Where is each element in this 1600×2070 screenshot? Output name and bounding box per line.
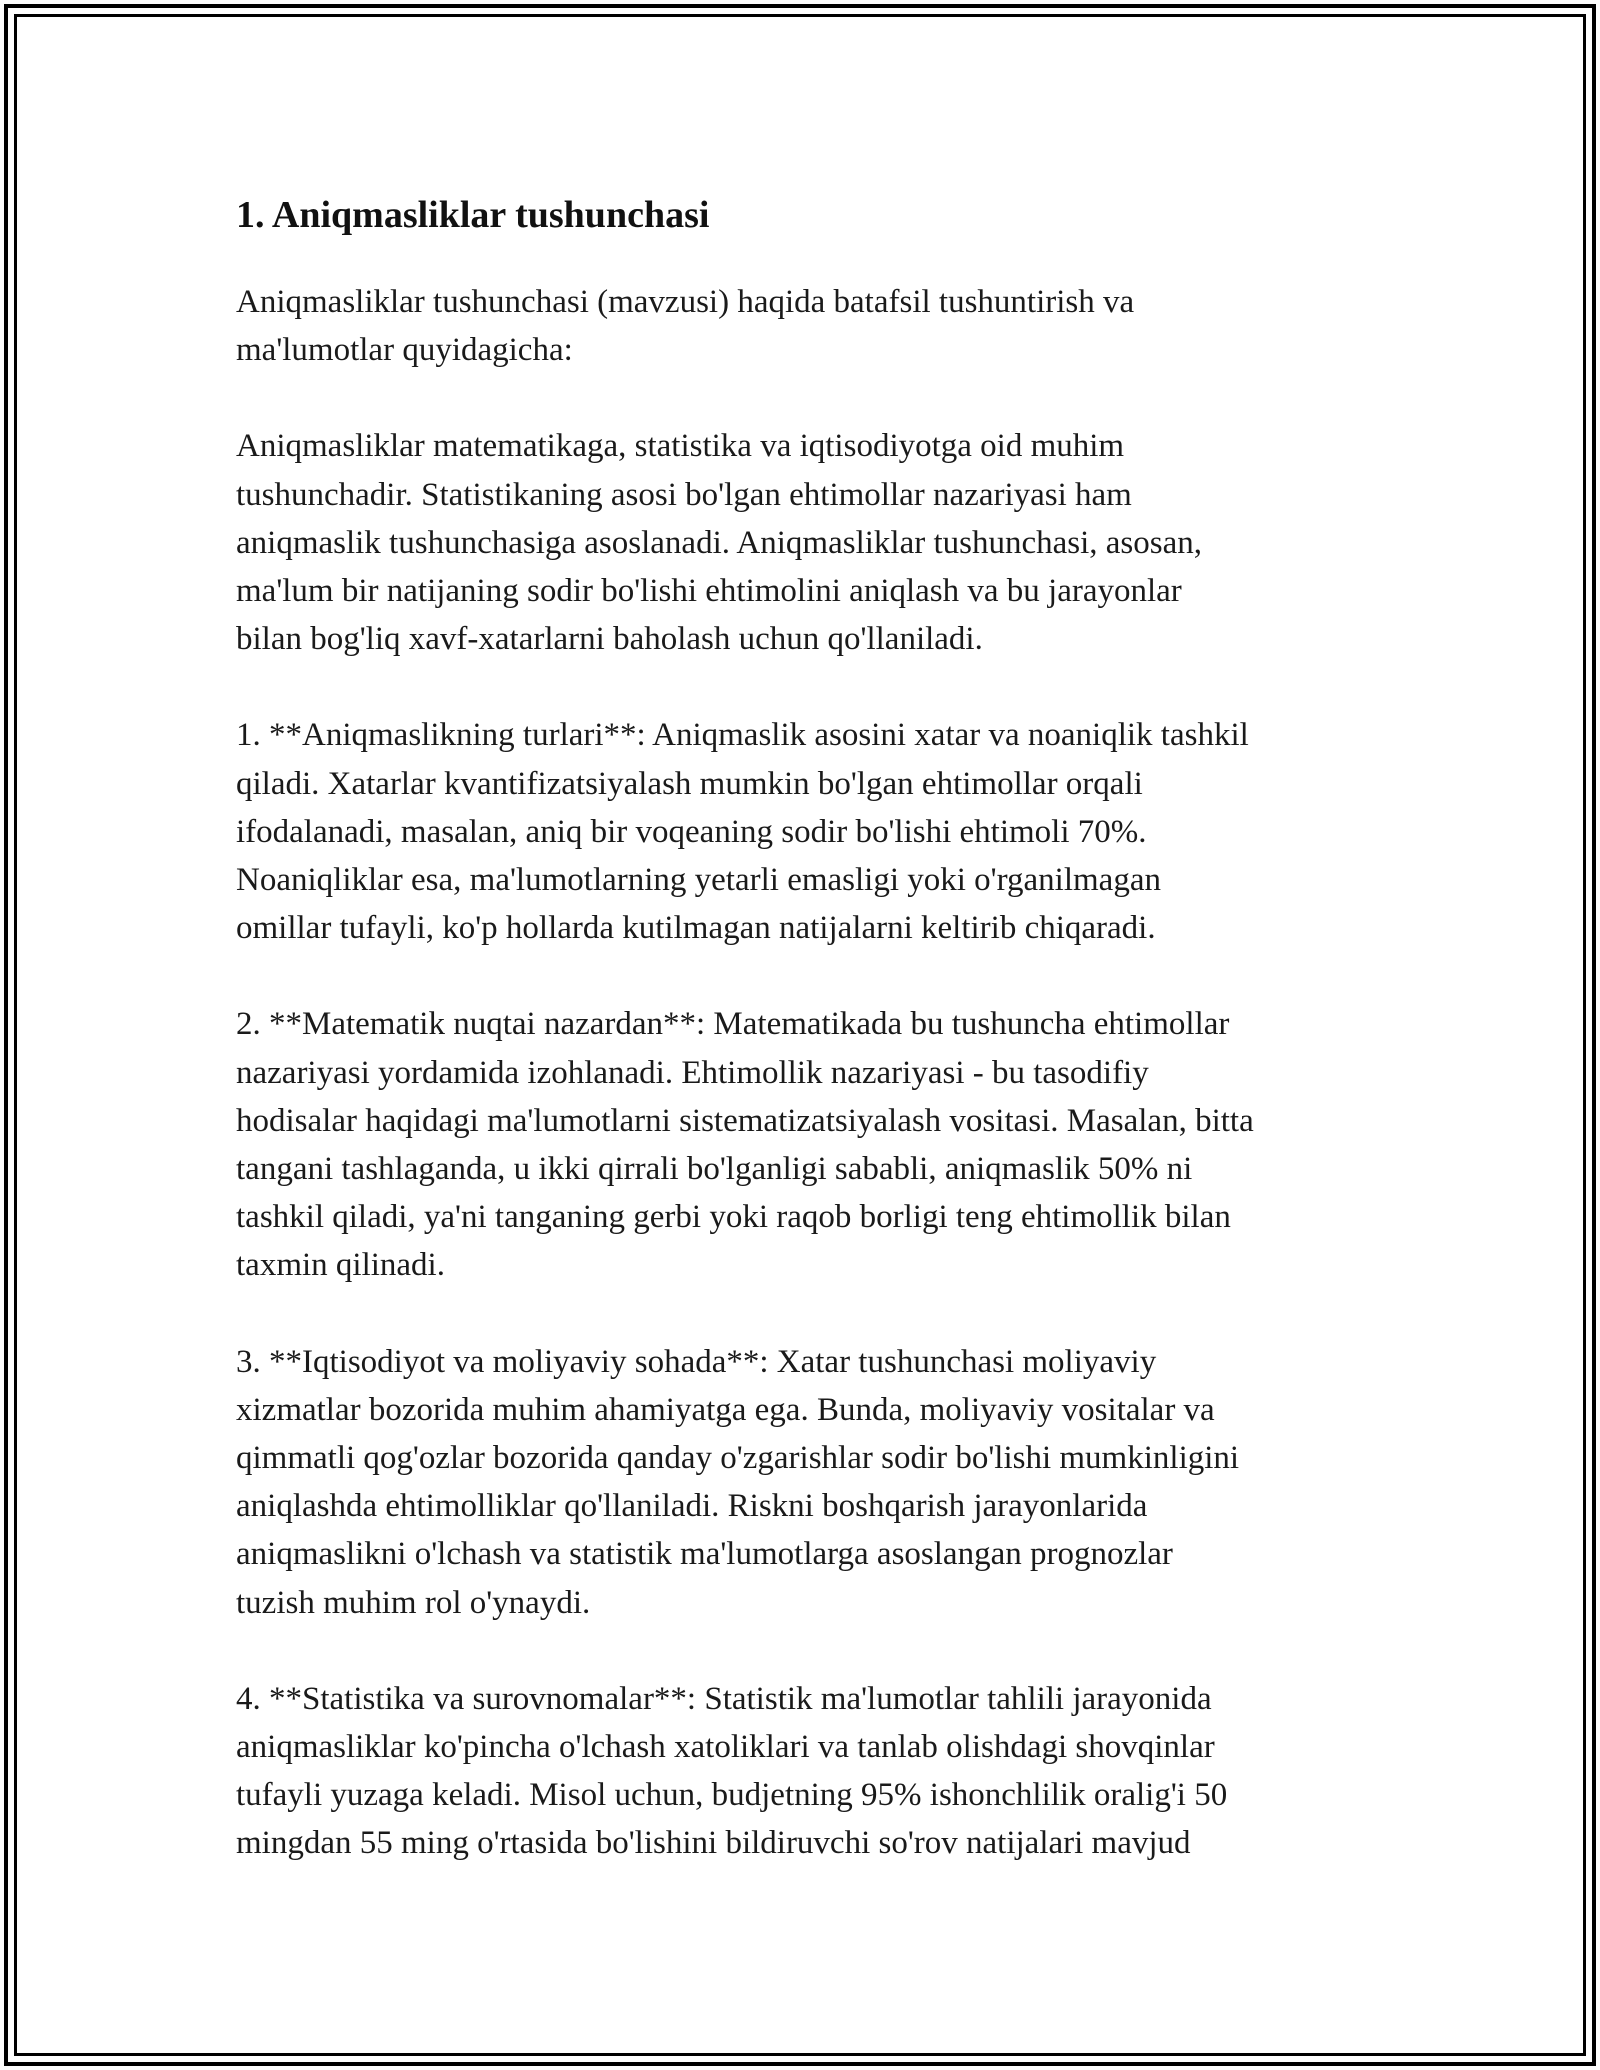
text-line: tufayli yuzaga keladi. Misol uchun, budjetning 95% ishonchlilik oralig'i 50 [236, 1777, 1228, 1814]
text-line: tuzish muhim rol o'ynaydi. [236, 1584, 591, 1621]
text-line: 4. **Statistika va surovnomalar**: Statistik ma'lumotlar tahlili jarayonida [236, 1680, 1212, 1717]
text-line: qiladi. Xatarlar kvantifizatsiyalash mumkin bo'lgan ehtimollar orqali [236, 765, 1143, 802]
text-line: ifodalanadi, masalan, aniq bir voqeaning sodir bo'lishi ehtimoli 70%. [236, 813, 1147, 850]
overview-paragraph [236, 422, 1376, 663]
text-line: 2. **Matematik nuqtai nazardan**: Matematikada bu tushuncha ehtimollar [236, 1006, 1230, 1043]
text-line: nazariyasi yordamida izohlanadi. Ehtimollik nazariyasi - bu tasodifiy [236, 1054, 1149, 1091]
text-line: tashkil qiladi, ya'ni tanganing gerbi yoki raqob borligi teng ehtimollik bilan [236, 1199, 1231, 1236]
text-line: qimmatli qog'ozlar bozorida qanday o'zgarishlar sodir bo'lishi mumkinligini [236, 1440, 1240, 1477]
text-line: Noaniqliklar esa, ma'lumotlarning yetarli emasligi yoki o'rganilmagan [236, 862, 1161, 899]
list-item-1-paragraph [236, 711, 1376, 952]
text-line: aniqlashda ehtimolliklar qo'llaniladi. Riskni boshqarish jarayonlarida [236, 1488, 1148, 1525]
list-item-2-paragraph [236, 1000, 1376, 1289]
text-line: aniqmaslik tushunchasiga asoslanadi. Aniqmasliklar tushunchasi, asosan, [236, 524, 1203, 561]
text-line: 3. **Iqtisodiyot va moliyaviy sohada**: Xatar tushunchasi moliyaviy [236, 1343, 1157, 1380]
text-line: ma'lum bir natijaning sodir bo'lishi ehtimolini aniqlash va bu jarayonlar [236, 573, 1182, 610]
text-line: Aniqmasliklar tushunchasi (mavzusi) haqida batafsil tushuntirish va [236, 284, 1135, 320]
text-line: xizmatlar bozorida muhim ahamiyatga ega. Bunda, moliyaviy vositalar va [236, 1391, 1215, 1428]
text-line: hodisalar haqidagi ma'lumotlarni sistematizatsiyalash vositasi. Masalan, bitta [236, 1102, 1254, 1139]
text-line: bilan bog'liq xavf-xatarlarni baholash uchun qo'llaniladi. [236, 621, 983, 658]
section-heading: 1. Aniqmasliklar tushunchasi [236, 194, 710, 236]
text-line: tangani tashlaganda, u ikki qirrali bo'lganligi sababli, aniqmaslik 50% ni [236, 1151, 1193, 1188]
text-line: aniqmasliklar ko'pincha o'lchash xatoliklari va tanlab olishdagi shovqinlar [236, 1729, 1215, 1766]
text-line: ma'lumotlar quyidagicha: [236, 332, 573, 369]
text-line: omillar tufayli, ko'p hollarda kutilmagan natijalarni keltirib chiqaradi. [236, 910, 1156, 947]
text-line: aniqmaslikni o'lchash va statistik ma'lumotlarga asoslangan prognozlar [236, 1536, 1173, 1573]
text-line: taxmin qilinadi. [236, 1247, 445, 1284]
text-line: Aniqmasliklar matematikaga, statistika va iqtisodiyotga oid muhim [236, 428, 1125, 465]
text-line: tushunchadir. Statistikaning asosi bo'lgan ehtimollar nazariyasi ham [236, 476, 1132, 513]
list-item-4-paragraph [236, 1675, 1376, 1868]
document-body [236, 180, 1376, 1916]
intro-paragraph [236, 278, 1376, 374]
text-line: mingdan 55 ming o'rtasida bo'lishini bildiruvchi so'rov natijalari mavjud [236, 1825, 1191, 1862]
list-item-3-paragraph [236, 1338, 1376, 1627]
text-line: 1. **Aniqmaslikning turlari**: Aniqmaslik asosini xatar va noaniqlik tashkil [236, 717, 1249, 754]
